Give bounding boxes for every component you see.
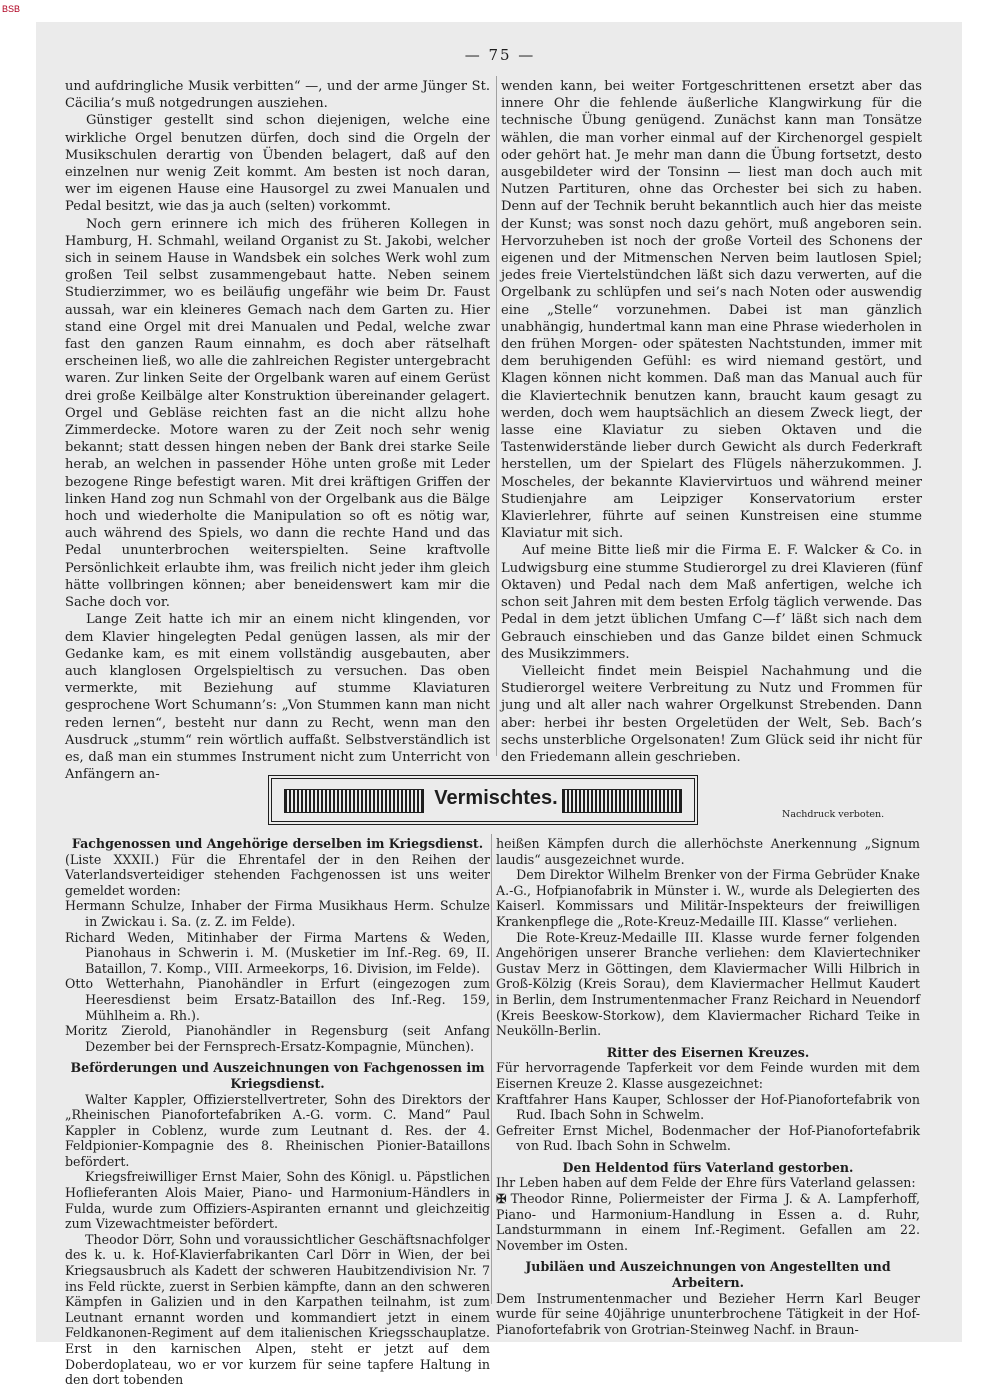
paragraph: heißen Kämpfen durch die allerhöchste Anerkennung „Signum laudis“ ausgezeichnet wurde. — [496, 836, 920, 867]
section-banner — [268, 775, 698, 825]
article-column-left — [65, 78, 490, 783]
paragraph: (Liste XXXII.) Für die Ehrentafel der in den Reihen der Vaterlandsverteidiger stehenden Fachgenossen ist uns weiter gemeldet worden: — [65, 851, 490, 898]
paragraph: Walter Kappler, Offizierstellvertreter, Sohn des Direktors der „Rheinischen Pianofortefabriken A.-G. vorm. C. Mand“ Paul Kappler in Coblenz, wurde zum Leutnant d. Res. der 4. Feldpionier-Kompagnie des 8. Rheinischen Pionier-Bataillons befördert. — [65, 1091, 490, 1169]
banner-ornament-right — [562, 789, 682, 813]
list-item: Otto Wetterhahn, Pianohändler in Erfurt (eingezogen zum Heeresdienst beim Ersatz-Bataillon des Inf.-Reg. 159, Mühlheim a. Rh.). — [65, 976, 490, 1023]
paragraph: Dem Instrumentenmacher und Bezieher Herrn Karl Beuger wurde für seine 40jährige ununterbrochene Tätigkeit in der Hof-Pianofortefabrik von Grotrian-Steinweg Nachf. in Braun- — [496, 1290, 920, 1337]
news-heading: Den Heldentod fürs Vaterland gestorben. — [562, 1159, 854, 1175]
news-column-right — [496, 836, 920, 1337]
news-heading: Beförderungen und Auszeichnungen von Fachgenossen im Kriegsdienst. — [70, 1060, 485, 1091]
news-heading: Fachgenossen und Angehörige derselben im Kriegsdienst. — [71, 836, 484, 851]
paragraph: Günstiger gestellt sind schon diejenigen, welche eine wirkliche Orgel benutzen dürfen, doch sind die Orgeln der Musikschulen derartig von Übenden belagert, daß auf den einzelnen nur wenig Zeit kommt. Am besten ist noch daran, wer im eigenen Hause eine Hausorgel zu zwei Manualen und Pedal besitzt, wie das ja auch (selten) vorkommt. — [65, 113, 490, 215]
list-item: Hermann Schulze, Inhaber der Firma Musikhaus Herm. Schulze in Zwickau i. Sa. (z. Z. im Felde). — [65, 898, 490, 929]
paragraph: Dem Direktor Wilhelm Brenker von der Firma Gebrüder Knake A.-G., Hofpianofabrik in Münster i. W., wurde als Delegierten des Kaiserl. Kommissars und Militär-Inspekteurs der freiwilligen Krankenpflege die „Rote-Kreuz-Medaille III. Klasse“ verliehen. — [496, 867, 920, 929]
column-divider — [496, 76, 497, 756]
cross-icon: ✠ — [496, 1191, 507, 1207]
paragraph: und aufdringliche Musik verbitten“ —, und der arme Jünger St. Cäcilia’s muß notgedrungen ausziehen. — [65, 79, 490, 112]
news-heading: Ritter des Eisernen Kreuzes. — [606, 1044, 810, 1060]
obituary-entry — [496, 1191, 920, 1253]
paragraph: wenden kann, bei weiter Fortgeschrittenen ersetzt aber das innere Ohr die fehlende äußerliche Klangwirkung für die technische Übung genügend. Zunächst kann man Tonsätze wählen, die man vorher einmal auf der Kirchenorgel gespielt oder gehört hat. Je mehr man dann die Übung fortsetzt, desto ausgebildeter wird der Tonsinn — liest man doch auch mit Nutzen Partituren, ohne das Orchester bei sich zu haben. Denn auf der Technik beruht bekanntlich auch hier das meiste der Kunst; was sonst noch dazu gehört, muß angeboren sein. Hervorzuheben ist noch der große Vorteil des Schonens der eigenen und der Mitmenschen Nerven beim lautlosen Spiel; jedes freie Viertelstündchen läßt sich dazu verwerten, auf die Orgelbank zu schlüpfen und sei’s nach Noten oder auswendig eine „Stelle“ vorzunehmen. Dabei ist man gänzlich unabhängig, hundertmal kann man eine Phrase wiederholen in den frühen Morgen- oder spätesten Nachtstunden, immer mit dem beruhigenden Gefühl: es wird niemand gestört, und Klagen können nicht kommen. Daß man das Manual auch für die Klaviertechnik benutzen kann, braucht kaum gesagt zu werden, doch wem hauptsächlich an diesem Zweck liegt, der lasse eine Klaviatur zu sieben Oktaven und die Tastenwiderstände lieber durch Gewicht als durch Federkraft herstellen, um der Spielart des Flügels näherzukommen. J. Moscheles, der bekannte Klaviervirtuos und während meiner Studienjahre am Leipziger Konservatorium erster Klavierlehrer, führte auf seinen Kunstreisen eine stumme Klaviatur mit sich. — [501, 79, 922, 542]
banner-ornament-left — [284, 789, 424, 813]
news-column-left — [65, 836, 490, 1388]
paragraph: Noch gern erinnere ich mich des früheren Kollegen in Hamburg, H. Schmahl, weiland Organist zu St. Jakobi, welcher sich in seinem Hause in Wandsbek ein solches Werk wohl zum großen Teil selbst zusammengebaut hatte. Neben seinem Studierzimmer, wo es beiläufig ungefähr wie beim Dr. Faust aussah, war ein kleineres Gemach nach dem Garten zu. Hier stand eine Orgel mit drei Manualen und Pedal, welche zwar fast den ganzen Raum einnahm, es doch aber rätselhaft erscheinen ließ, wo alle die zahlreichen Register untergebracht waren. Zur linken Seite der Orgelbank waren auf einem Gerüst drei große Keilbälge alter Konstruktion übereinander gelagert. Orgel und Gebläse reichten fast an die nicht allzu hohe Zimmerdecke. Motore waren zu der Zeit noch sehr wenig bekannt; statt dessen hingen neben der Bank drei starke Seile herab, an welchen in passender Höhe unten große mit Leder bezogene Ringe befestigt waren. Mit drei kräftigen Griffen der linken Hand zog nun Schmahl von der Orgelbank aus die Bälge hoch und wiederholte die Manipulation so oft es nötig war, auch während des Spiels, wo dann die rechte Hand und das Pedal ununterbrochen weiterspielten. Seine kraftvolle Persönlichkeit erlaubte ihm, was freilich nicht jeder ihm gleich hätte vollbringen können; aber beneidenswert kam mir die Sache doch vor. — [65, 216, 490, 611]
news-heading: Jubiläen und Auszeichnungen von Angestellten und Arbeitern. — [525, 1259, 891, 1291]
reprint-note: Nachdruck verboten. — [782, 809, 885, 820]
paragraph: Ihr Leben haben auf dem Felde der Ehre fürs Vaterland gelassen: — [496, 1175, 916, 1191]
paragraph: Vielleicht findet mein Beispiel Nachahmung und die Studierorgel weitere Verbreitung zu Nutz und Frommen für jung und alt aller nach wahrer Orgelkunst Strebenden. Dann aber: herbei ihr besten Orgeletüden der Welt, Seb. Bach’s sechs unsterbliche Orgelsonaten! Zum Glück seid ihr nicht für den Friedemann allein geschrieben. — [501, 663, 922, 765]
article-column-right — [501, 78, 922, 766]
section-title: Vermischtes. — [434, 787, 558, 809]
list-item: Richard Weden, Mitinhaber der Firma Martens & Weden, Pianohaus in Schwerin i. M. (Musketier im Inf.-Reg. 69, II. Bataillon, 7. Komp., VIII. Armeekorps, 16. Division, im Felde). — [65, 929, 490, 976]
paragraph: Für hervorragende Tapferkeit vor dem Feinde wurden mit dem Eisernen Kreuze 2. Klasse ausgezeichnet: — [496, 1060, 920, 1091]
obituary-text: Theodor Rinne, Poliermeister der Firma J. & A. Lampferhoff, Piano- und Harmonium-Handlung in Essen a. d. Ruhr, Landsturmmann in einem Inf.-Regiment. Gefallen am 22. November im Osten. — [496, 1191, 920, 1253]
list-item: Moritz Zierold, Pianohändler in Regensburg (seit Anfang Dezember bei der Fernsprech-Ersatz-Kompagnie, München). — [65, 1023, 490, 1054]
column-divider — [491, 834, 492, 1304]
paragraph: Kriegsfreiwilliger Ernst Maier, Sohn des Königl. u. Päpstlichen Hoflieferanten Alois Maier, Piano- und Harmonium-Händlers in Fulda, wurde zum Offiziers-Aspiranten ernannt und gleichzeitig zum Vizewachtmeister befördert. — [65, 1169, 490, 1232]
list-item: Kraftfahrer Hans Kauper, Schlosser der Hof-Pianofortefabrik von Rud. Ibach Sohn in Schwelm. — [496, 1091, 920, 1123]
list-item: Gefreiter Ernst Michel, Bodenmacher der Hof-Pianofortefabrik von Rud. Ibach Sohn in Schwelm. — [496, 1122, 920, 1154]
paragraph: Lange Zeit hatte ich mir an einem nicht klingenden, vor dem Klavier hingelegten Pedal genügen lassen, als mir der Gedanke kam, es mit einem vollständig ausgebauten, aber auch klanglosen Orgelspieltisch zu versuchen. Das oben vermerkte, mit Beziehung auf stumme Klaviaturen gesprochene Wort Schumann’s: „Von Stummen kann man nicht reden lernen“, besteht nur dann zu Recht, wenn man den Ausdruck „stumm“ rein wörtlich auffaßt. Selbstverständlich ist es, daß man ein stummes Instrument nicht zum Unterricht von Anfängern an- — [65, 612, 490, 783]
page-number: — 75 — — [464, 46, 536, 64]
paragraph: Die Rote-Kreuz-Medaille III. Klasse wurde ferner folgenden Angehörigen unserer Branche verliehen: dem Klaviertechniker Gustav Merz in Göttingen, dem Klaviermacher Willi Hilbrich in Groß-Kölzig (Kreis Sorau), dem Klaviermacher Hellmut Kaudert in Berlin, dem Instrumentenmacher Franz Reichard in Neuendorf (Kreis Beeskow-Storkow), dem Klaviermacher Richard Teike in Neukölln-Berlin. — [496, 929, 920, 1039]
library-stamp: BSB — [2, 4, 21, 14]
paragraph: Theodor Dörr, Sohn und voraussichtlicher Geschäftsnachfolger des k. u. k. Hof-Klavierfabrikanten Carl Dörr in Wien, der bei Kriegsausbruch als Kadett der schweren Haubitzendivision Nr. 7 ins Feld rückte, zuerst in Serbien kämpfte, dann an den schweren Kämpfen in Galizien und in den Karpathen teilnahm, ist zum Leutnant ernannt worden und kommandiert jetzt in einem Feldkanonen-Regiment auf dem italienischen Kriegsschauplatze. Erst in den karnischen Alpen, steht er jetzt auf dem Doberdoplateau, wo er vor kurzem für seine tapfere Haltung in den dort tobenden — [65, 1231, 490, 1388]
paragraph: Auf meine Bitte ließ mir die Firma E. F. Walcker & Co. in Ludwigsburg eine stumme Studierorgel zu drei Klavieren (fünf Oktaven) und Pedal nach dem Maß anfertigen, welche ich schon seit Jahren mit dem besten Erfolg täglich verwende. Das Pedal in dem jetzt üblichen Umfang C—f’ läßt sich nach dem Gebrauch einschieben und das Ganze bildet einen Schmuck des Musikzimmers. — [501, 543, 922, 662]
